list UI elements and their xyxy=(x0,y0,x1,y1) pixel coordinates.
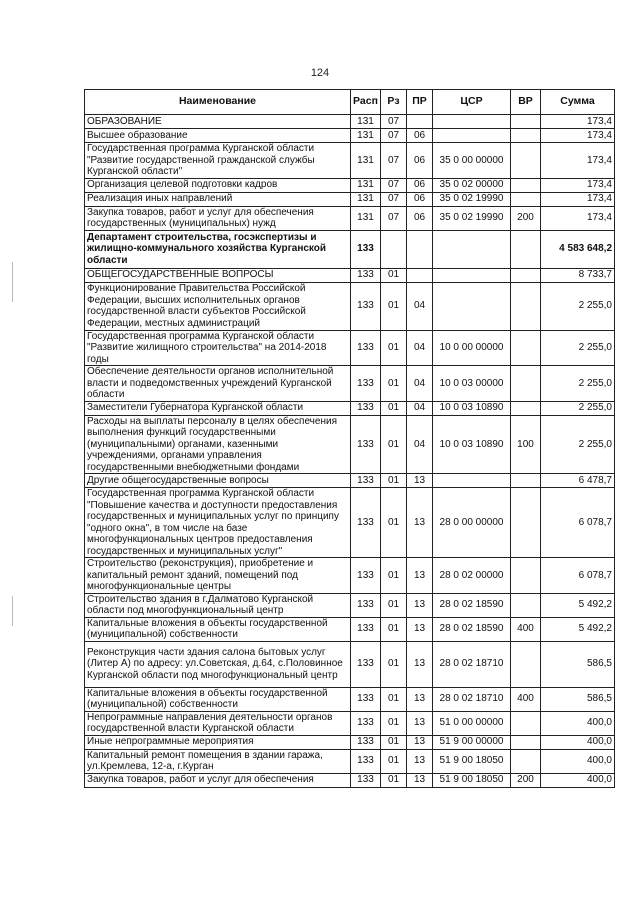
cell-rz: 01 xyxy=(381,687,407,711)
cell-pr: 04 xyxy=(407,282,433,330)
cell-rasp: 133 xyxy=(351,474,381,488)
cell-pr: 13 xyxy=(407,735,433,749)
cell-rasp: 133 xyxy=(351,488,381,558)
cell-sum: 2 255,0 xyxy=(541,366,615,402)
cell-rasp: 133 xyxy=(351,401,381,415)
cell-sum: 400,0 xyxy=(541,711,615,735)
cell-csr xyxy=(433,129,511,143)
cell-csr: 10 0 03 10890 xyxy=(433,415,511,474)
cell-pr: 04 xyxy=(407,415,433,474)
table-row xyxy=(85,749,615,773)
cell-rz: 01 xyxy=(381,401,407,415)
cell-csr: 10 0 00 00000 xyxy=(433,330,511,366)
cell-rz: 01 xyxy=(381,558,407,594)
table-row xyxy=(85,143,615,179)
cell-sum: 6 078,7 xyxy=(541,558,615,594)
cell-rasp: 133 xyxy=(351,773,381,787)
cell-rz: 01 xyxy=(381,474,407,488)
cell-csr: 28 0 02 18710 xyxy=(433,687,511,711)
cell-rasp: 131 xyxy=(351,178,381,192)
cell-rasp: 133 xyxy=(351,282,381,330)
cell-rz: 07 xyxy=(381,143,407,179)
cell-pr: 13 xyxy=(407,488,433,558)
cell-sum: 400,0 xyxy=(541,735,615,749)
table-row xyxy=(85,192,615,206)
cell-pr: 04 xyxy=(407,330,433,366)
cell-csr xyxy=(433,474,511,488)
cell-name: Капитальные вложения в объекты государственной (муниципальной) собственности xyxy=(85,687,351,711)
cell-pr: 13 xyxy=(407,474,433,488)
cell-pr: 13 xyxy=(407,749,433,773)
cell-name: Государственная программа Курганской области "Повышение качества и доступности предоставления государственных и муниципальных услуг по принципу "одного окна", в том числе на базе многофункциональных центров предоставления государственных и муниципальных услуг" xyxy=(85,488,351,558)
cell-rasp: 133 xyxy=(351,593,381,617)
header-csr: ЦСР xyxy=(433,90,511,115)
cell-name: Непрограммные направления деятельности органов государственной власти Курганской области xyxy=(85,711,351,735)
cell-rasp: 133 xyxy=(351,366,381,402)
cell-sum: 173,4 xyxy=(541,129,615,143)
cell-sum: 400,0 xyxy=(541,773,615,787)
cell-csr xyxy=(433,230,511,268)
cell-name: Расходы на выплаты персоналу в целях обеспечения выполнения функций государственными (муниципальными) органами, казенными учреждениями, органами управления государственными внебюджетными фондами xyxy=(85,415,351,474)
cell-csr: 28 0 02 18590 xyxy=(433,617,511,641)
cell-vr xyxy=(511,474,541,488)
cell-name: Реализация иных направлений xyxy=(85,192,351,206)
cell-vr xyxy=(511,143,541,179)
cell-csr: 51 9 00 00000 xyxy=(433,735,511,749)
cell-rasp: 133 xyxy=(351,558,381,594)
cell-rz: 01 xyxy=(381,268,407,282)
cell-vr xyxy=(511,330,541,366)
table-row xyxy=(85,617,615,641)
cell-vr: 200 xyxy=(511,206,541,230)
cell-csr: 10 0 03 10890 xyxy=(433,401,511,415)
cell-name: ОБЩЕГОСУДАРСТВЕННЫЕ ВОПРОСЫ xyxy=(85,268,351,282)
cell-sum: 586,5 xyxy=(541,687,615,711)
cell-pr: 13 xyxy=(407,773,433,787)
cell-csr: 28 0 02 00000 xyxy=(433,558,511,594)
cell-name: Государственная программа Курганской области "Развитие государственной гражданской службы Курганской области" xyxy=(85,143,351,179)
header-vr: ВР xyxy=(511,90,541,115)
cell-pr: 04 xyxy=(407,366,433,402)
cell-csr xyxy=(433,282,511,330)
cell-rasp: 133 xyxy=(351,735,381,749)
cell-rasp: 133 xyxy=(351,330,381,366)
cell-sum: 5 492,2 xyxy=(541,593,615,617)
cell-rasp: 133 xyxy=(351,641,381,687)
cell-rasp: 133 xyxy=(351,268,381,282)
table-row xyxy=(85,230,615,268)
cell-name: Функционирование Правительства Российской Федерации, высших исполнительных органов государственной власти субъектов Российской Федерации, местных администраций xyxy=(85,282,351,330)
cell-rasp: 133 xyxy=(351,617,381,641)
cell-sum: 8 733,7 xyxy=(541,268,615,282)
cell-sum: 173,4 xyxy=(541,178,615,192)
table-header-row xyxy=(85,90,615,115)
cell-vr xyxy=(511,192,541,206)
cell-sum: 400,0 xyxy=(541,749,615,773)
table-row xyxy=(85,366,615,402)
cell-sum: 586,5 xyxy=(541,641,615,687)
table-row xyxy=(85,773,615,787)
table-row xyxy=(85,401,615,415)
cell-pr: 13 xyxy=(407,558,433,594)
cell-vr: 100 xyxy=(511,415,541,474)
cell-pr: 13 xyxy=(407,711,433,735)
cell-pr: 06 xyxy=(407,178,433,192)
cell-csr: 28 0 02 18710 xyxy=(433,641,511,687)
cell-name: Заместители Губернатора Курганской области xyxy=(85,401,351,415)
cell-vr xyxy=(511,488,541,558)
table-row xyxy=(85,206,615,230)
cell-csr: 35 0 02 00000 xyxy=(433,178,511,192)
cell-name: Иные непрограммные мероприятия xyxy=(85,735,351,749)
cell-name: Департамент строительства, госэкспертизы и жилищно-коммунального хозяйства Курганской области xyxy=(85,230,351,268)
budget-table xyxy=(84,89,615,788)
cell-rz xyxy=(381,230,407,268)
cell-pr: 13 xyxy=(407,687,433,711)
cell-name: Строительство (реконструкция), приобретение и капитальный ремонт зданий, помещений под многофункциональные центры xyxy=(85,558,351,594)
cell-pr: 13 xyxy=(407,617,433,641)
cell-name: Капитальные вложения в объекты государственной (муниципальной) собственности xyxy=(85,617,351,641)
cell-vr xyxy=(511,178,541,192)
cell-rasp: 131 xyxy=(351,143,381,179)
table-row xyxy=(85,282,615,330)
cell-name: Закупка товаров, работ и услуг для обеспечения государственных (муниципальных) нужд xyxy=(85,206,351,230)
scan-edge-mark xyxy=(12,262,13,302)
cell-csr: 28 0 00 00000 xyxy=(433,488,511,558)
header-rasp: Расп xyxy=(351,90,381,115)
cell-rz: 07 xyxy=(381,192,407,206)
cell-rz: 01 xyxy=(381,330,407,366)
cell-vr xyxy=(511,230,541,268)
cell-name: Строительство здания в г.Далматово Курганской области под многофункциональный центр xyxy=(85,593,351,617)
cell-csr xyxy=(433,115,511,129)
cell-pr xyxy=(407,230,433,268)
table-row xyxy=(85,488,615,558)
cell-name: Государственная программа Курганской области "Развитие жилищного строительства" на 2014-2018 годы xyxy=(85,330,351,366)
cell-pr: 06 xyxy=(407,192,433,206)
cell-rasp: 133 xyxy=(351,749,381,773)
cell-name: Капитальный ремонт помещения в здании гаража, ул.Кремлева, 12-а, г.Курган xyxy=(85,749,351,773)
cell-csr: 28 0 02 18590 xyxy=(433,593,511,617)
cell-sum: 173,4 xyxy=(541,143,615,179)
table-row xyxy=(85,268,615,282)
cell-rz: 01 xyxy=(381,488,407,558)
cell-rz: 01 xyxy=(381,749,407,773)
table-row xyxy=(85,129,615,143)
cell-csr: 51 9 00 18050 xyxy=(433,749,511,773)
cell-sum: 5 492,2 xyxy=(541,617,615,641)
cell-name: Реконструкция части здания салона бытовых услуг (Литер А) по адресу: ул.Советская, д.64, с.Половинное Курганской области под многофункциональный центр xyxy=(85,641,351,687)
cell-vr xyxy=(511,711,541,735)
cell-rz: 01 xyxy=(381,735,407,749)
cell-csr: 51 0 00 00000 xyxy=(433,711,511,735)
cell-rz: 07 xyxy=(381,115,407,129)
cell-vr xyxy=(511,735,541,749)
table-row xyxy=(85,593,615,617)
table-row xyxy=(85,558,615,594)
cell-pr xyxy=(407,268,433,282)
scan-edge-mark xyxy=(12,596,13,626)
cell-rz: 01 xyxy=(381,415,407,474)
cell-pr: 04 xyxy=(407,401,433,415)
cell-name: Закупка товаров, работ и услуг для обеспечения xyxy=(85,773,351,787)
cell-csr: 51 9 00 18050 xyxy=(433,773,511,787)
header-name: Наименование xyxy=(85,90,351,115)
cell-vr xyxy=(511,366,541,402)
cell-sum: 173,4 xyxy=(541,206,615,230)
cell-sum: 173,4 xyxy=(541,192,615,206)
table-row xyxy=(85,415,615,474)
cell-pr: 06 xyxy=(407,143,433,179)
cell-csr: 35 0 02 19990 xyxy=(433,206,511,230)
cell-rasp: 131 xyxy=(351,129,381,143)
cell-name: Обеспечение деятельности органов исполнительной власти и подведомственных учреждений Курганской области xyxy=(85,366,351,402)
cell-vr xyxy=(511,268,541,282)
cell-vr xyxy=(511,129,541,143)
cell-sum: 2 255,0 xyxy=(541,282,615,330)
cell-vr xyxy=(511,558,541,594)
cell-sum: 2 255,0 xyxy=(541,330,615,366)
cell-rz: 07 xyxy=(381,129,407,143)
header-pr: ПР xyxy=(407,90,433,115)
cell-vr xyxy=(511,282,541,330)
table-row xyxy=(85,115,615,129)
cell-name: Другие общегосударственные вопросы xyxy=(85,474,351,488)
cell-pr: 13 xyxy=(407,641,433,687)
cell-rasp: 133 xyxy=(351,415,381,474)
cell-vr xyxy=(511,401,541,415)
page-number: 124 xyxy=(310,67,330,79)
table-row xyxy=(85,641,615,687)
cell-rz: 01 xyxy=(381,593,407,617)
cell-vr xyxy=(511,749,541,773)
cell-rz: 07 xyxy=(381,206,407,230)
cell-csr xyxy=(433,268,511,282)
cell-rz: 01 xyxy=(381,641,407,687)
cell-sum: 6 078,7 xyxy=(541,488,615,558)
cell-pr: 06 xyxy=(407,206,433,230)
header-rz: Рз xyxy=(381,90,407,115)
cell-pr xyxy=(407,115,433,129)
cell-vr xyxy=(511,641,541,687)
cell-csr: 35 0 02 19990 xyxy=(433,192,511,206)
cell-vr xyxy=(511,115,541,129)
cell-name: ОБРАЗОВАНИЕ xyxy=(85,115,351,129)
cell-sum: 4 583 648,2 xyxy=(541,230,615,268)
table-row xyxy=(85,735,615,749)
cell-sum: 2 255,0 xyxy=(541,401,615,415)
cell-vr xyxy=(511,593,541,617)
cell-sum: 6 478,7 xyxy=(541,474,615,488)
table-row xyxy=(85,687,615,711)
table-row xyxy=(85,330,615,366)
cell-pr: 06 xyxy=(407,129,433,143)
cell-vr: 400 xyxy=(511,687,541,711)
cell-rz: 07 xyxy=(381,178,407,192)
header-sum: Сумма xyxy=(541,90,615,115)
table-row xyxy=(85,474,615,488)
table-row xyxy=(85,178,615,192)
cell-pr: 13 xyxy=(407,593,433,617)
cell-rz: 01 xyxy=(381,366,407,402)
cell-name: Высшее образование xyxy=(85,129,351,143)
cell-rasp: 133 xyxy=(351,687,381,711)
table-row xyxy=(85,711,615,735)
cell-name: Организация целевой подготовки кадров xyxy=(85,178,351,192)
cell-rasp: 131 xyxy=(351,206,381,230)
cell-csr: 10 0 03 00000 xyxy=(433,366,511,402)
cell-rasp: 133 xyxy=(351,711,381,735)
cell-rz: 01 xyxy=(381,711,407,735)
cell-rasp: 133 xyxy=(351,230,381,268)
cell-vr: 200 xyxy=(511,773,541,787)
cell-csr: 35 0 00 00000 xyxy=(433,143,511,179)
cell-sum: 173,4 xyxy=(541,115,615,129)
cell-rasp: 131 xyxy=(351,115,381,129)
cell-rz: 01 xyxy=(381,282,407,330)
cell-rz: 01 xyxy=(381,773,407,787)
cell-sum: 2 255,0 xyxy=(541,415,615,474)
cell-rz: 01 xyxy=(381,617,407,641)
cell-vr: 400 xyxy=(511,617,541,641)
cell-rasp: 131 xyxy=(351,192,381,206)
